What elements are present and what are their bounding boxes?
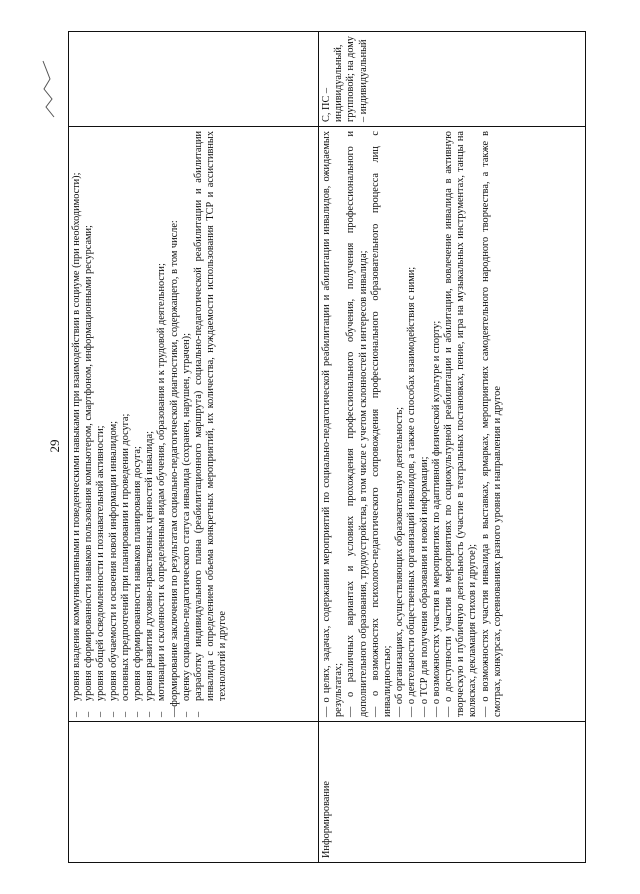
list-item: – мотивации и склонности к определенным видам обучения, образования и к трудовой деятельности; [156, 263, 168, 717]
sub-list-item: – разработку индивидуального плана (реабилитационного маршрута) социально-педагогической реабилитации и абилитации инвалида с определением объема конкретных мероприятий, их количества, нуждаемости использования ТСР и ассистивных технологий и другое [193, 131, 229, 717]
page-number: 29 [47, 439, 62, 453]
list-item: – уровня сформированности навыков планирования досуга; [132, 446, 144, 717]
scanned-page [40, 23, 600, 871]
info-item: — о целях, задачах, содержании мероприятий по социально-педагогической реабилитации и абилитации инвалидов, ожидаемых результатах; [321, 131, 345, 717]
info-item: — о возможностях участия в мероприятиях по адаптивной физической культуре и спорту; [430, 320, 442, 717]
conclusion-text: —формирование заключения по результатам социально-педагогической диагностики, содержащего, в том числе: [168, 220, 180, 717]
row-label: Информирование [321, 781, 332, 858]
list-item: – уровня сформированности навыков пользования компьютером, смартфоном, информационными ресурсами; [83, 225, 95, 717]
list-item: – уровня общей осведомленности и познавательной активности; [95, 425, 107, 717]
table-row [319, 32, 586, 863]
services-table [68, 31, 586, 863]
row1-label-cell [69, 722, 319, 863]
service-form-text: С, ПС – индивидуальный, групповой; на дому – индивидуальный [321, 36, 369, 122]
row2-content-cell [319, 127, 586, 722]
row2-label-cell [319, 722, 586, 863]
info-item: — о возможностях участия инвалида в выставках, ярмарках, мероприятиях самодеятельного народного творчества, а также в смотрах, конкурсах, соревнованиях разного уровня и направления и другое [479, 131, 503, 717]
info-item: — о различных вариантах и условиях прохождения профессионального обучения, получения профессионального и дополнительного образования, трудоустройства, в том числе с учетом склонностей и интересов инвалида; [345, 131, 369, 717]
list-item: – уровня обучаемости и освоения новой информации инвалидом; [107, 421, 119, 717]
sub-list-item: – оценку социально-педагогического статуса инвалида (сохранен, нарушен, утрачен); [180, 333, 192, 717]
list-item: – уровня владения коммуникативными и поведенческими навыками при взаимодействии в социуме (при необходимости); [71, 172, 82, 717]
list-item: – основных предпочтений при планировании и проведении досуга; [119, 413, 131, 717]
list-item: – уровня развития духовно-нравственных ценностей инвалида; [144, 431, 156, 717]
info-item: — о доступности участия в мероприятиях по социокультурной реабилитации и абилитации, вовлечение инвалида в активную творческую и публичную деятельность (участие в театральных постановках, пение, игра на музыкальных инструментах, танцы на колясках, декламация стихов и другое); [443, 131, 479, 717]
row1-form-cell [69, 32, 319, 127]
info-item: — о возможностях психолого-педагогического сопровождения профессионального образовательного процесса лиц с инвалидностью; [369, 131, 394, 717]
info-item: — об организациях, осуществляющих образовательную деятельность; [394, 406, 406, 717]
row1-content-cell [69, 127, 319, 722]
row2-form-cell [319, 32, 586, 127]
table-row [69, 32, 319, 863]
info-item: — о деятельности общественных организаций инвалидов, а также о способах взаимодействия с ними; [406, 266, 418, 717]
scan-mark [40, 59, 58, 119]
info-item: — о ТСР для получения образования и новой информации; [418, 456, 430, 717]
